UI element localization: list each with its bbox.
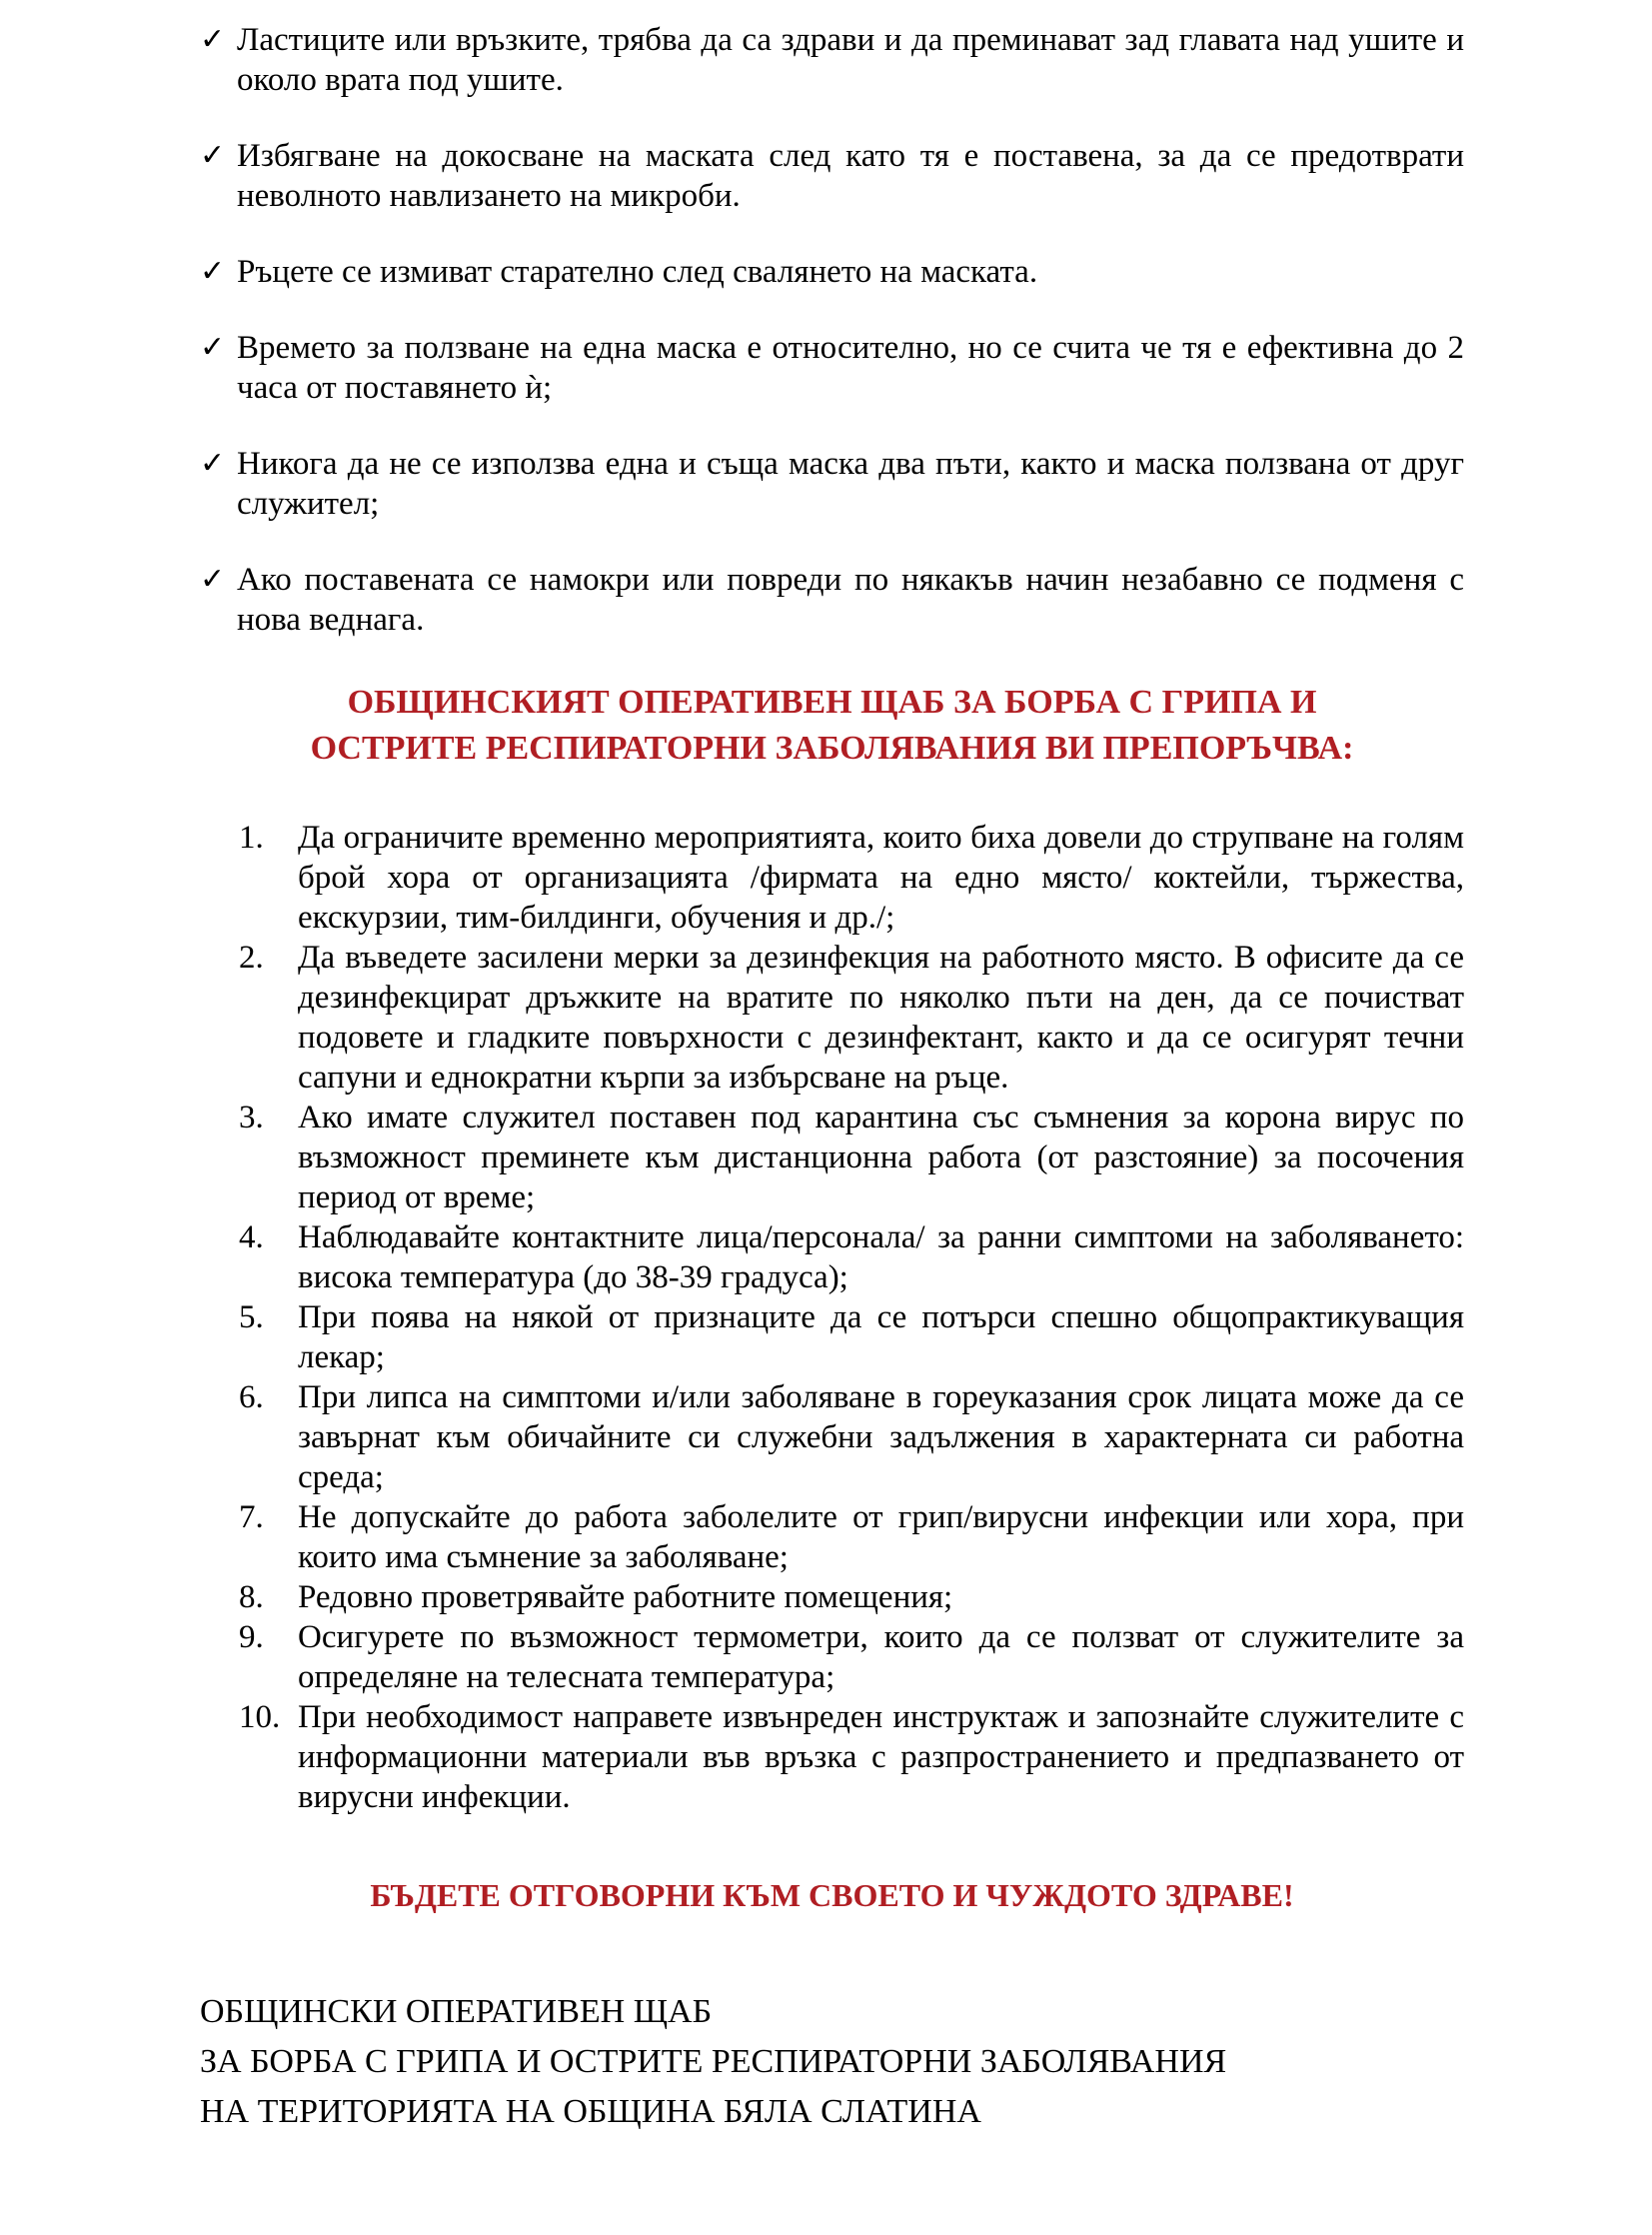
list-item bbox=[239, 1697, 1464, 1817]
checkmark-icon: ✓ bbox=[200, 447, 226, 480]
checkmark-icon: ✓ bbox=[200, 331, 226, 364]
checkmark-icon: ✓ bbox=[200, 255, 226, 288]
list-item bbox=[239, 1377, 1464, 1497]
item-text: При липса на симптоми и/или заболяване в гореуказания срок лицата може да се завърнат към обичайните си служебни задължения в характерната си работна среда; bbox=[298, 1379, 1464, 1495]
signature-line: ОБЩИНСКИ ОПЕРАТИВЕН ЩАБ bbox=[200, 1993, 713, 2030]
item-text: Да въведете засилени мерки за дезинфекция на работното място. В офисите да се дезинфекцират дръжките на вратите по няколко пъти на ден, да се почистват подовете и гладките повърхности с дезинфектант, както и да се осигурят течни сапуни и еднократни кърпи за избърсване на ръце. bbox=[298, 940, 1464, 1096]
list-item bbox=[239, 938, 1464, 1098]
checkmark-icon: ✓ bbox=[200, 139, 226, 172]
check-item-text: Ръцете се измиват старателно след свалянето на маската. bbox=[237, 254, 1038, 290]
item-text: Редовно проветрявайте работните помещения; bbox=[298, 1579, 953, 1615]
list-item bbox=[239, 1297, 1464, 1377]
signature-line: ЗА БОРБА С ГРИПА И ОСТРИТЕ РЕСПИРАТОРНИ ЗАБОЛЯВАНИЯ bbox=[200, 2043, 1227, 2080]
item-text: Да ограничите временно мероприятията, които биха довели до струпване на голям брой хора от организацията /фирмата на едно място/ коктейли, тържества, екскурзии, тим-билдинги, обучения и др./; bbox=[298, 820, 1464, 936]
item-number: 1. bbox=[239, 820, 264, 856]
check-item-text: Никога да не се използва една и съща маска два пъти, както и маска ползвана от друг служител; bbox=[237, 446, 1464, 522]
item-number: 9. bbox=[239, 1619, 264, 1655]
item-text: Наблюдавайте контактните лица/персонала/ за ранни симптоми на заболяването: висока температура (до 38-39 градуса); bbox=[298, 1219, 1464, 1295]
item-number: 10. bbox=[239, 1699, 281, 1735]
check-item bbox=[200, 328, 1464, 408]
check-item bbox=[200, 136, 1464, 216]
checkmark-icon: ✓ bbox=[200, 563, 226, 596]
check-item-text: Ластиците или връзките, трябва да са здрави и да преминават зад главата над ушите и около врата под ушите. bbox=[237, 22, 1464, 98]
health-slogan: БЪДЕТЕ ОТГОВОРНИ КЪМ СВОЕТО И ЧУЖДОТО ЗДРАВЕ! bbox=[370, 1877, 1294, 1913]
list-item bbox=[239, 1617, 1464, 1697]
item-number: 8. bbox=[239, 1579, 264, 1615]
check-item bbox=[200, 20, 1464, 100]
recommendations-list bbox=[200, 818, 1464, 1817]
recommendations-heading: ОБЩИНСКИЯТ ОПЕРАТИВЕН ЩАБ ЗА БОРБА С ГРИПА И ОСТРИТЕ РЕСПИРАТОРНИ ЗАБОЛЯВАНИЯ ВИ ПРЕПОРЪЧВА: bbox=[310, 684, 1354, 767]
item-number: 7. bbox=[239, 1499, 264, 1535]
item-number: 2. bbox=[239, 940, 264, 976]
check-item bbox=[200, 560, 1464, 640]
check-item-text: Ако поставената се намокри или повреди по някакъв начин незабавно се подменя с нова веднага. bbox=[237, 562, 1464, 638]
list-item bbox=[239, 1098, 1464, 1217]
item-number: 3. bbox=[239, 1100, 264, 1135]
item-text: При поява на някой от признаците да се потърси спешно общопрактикуващия лекар; bbox=[298, 1299, 1464, 1375]
list-item bbox=[239, 1577, 1464, 1617]
check-item-text: Избягване на докосване на маската след като тя е поставена, за да се предотврати неволното навлизането на микроби. bbox=[237, 138, 1464, 214]
item-text: Ако имате служител поставен под карантина със съмнения за корона вирус по възможност преминете към дистанционна работа (от разстояние) за посочения период от време; bbox=[298, 1100, 1464, 1215]
item-text: Осигурете по възможност термометри, които да се ползват от служителите за определяне на телесната температура; bbox=[298, 1619, 1464, 1695]
signature-line: НА ТЕРИТОРИЯТА НА ОБЩИНА БЯЛА СЛАТИНА bbox=[200, 2093, 981, 2130]
item-number: 5. bbox=[239, 1299, 264, 1335]
list-item bbox=[239, 1217, 1464, 1297]
signature-block bbox=[200, 1987, 1464, 2137]
item-number: 4. bbox=[239, 1219, 264, 1255]
list-item bbox=[239, 818, 1464, 938]
check-item bbox=[200, 444, 1464, 524]
checkmark-icon: ✓ bbox=[200, 23, 226, 56]
mask-guidelines-checklist bbox=[200, 20, 1464, 640]
item-text: Не допускайте до работа заболелите от грип/вирусни инфекции или хора, при които има съмнение за заболяване; bbox=[298, 1499, 1464, 1575]
list-item bbox=[239, 1497, 1464, 1577]
item-text: При необходимост направете извънреден инструктаж и запознайте служителите с информационни материали във връзка с разпространението и предпазването от вирусни инфекции. bbox=[298, 1699, 1464, 1815]
check-item bbox=[200, 252, 1464, 292]
check-item-text: Времето за ползване на една маска е относително, но се счита че тя е ефективна до 2 часа от поставянето ѝ; bbox=[237, 330, 1464, 406]
item-number: 6. bbox=[239, 1379, 264, 1415]
